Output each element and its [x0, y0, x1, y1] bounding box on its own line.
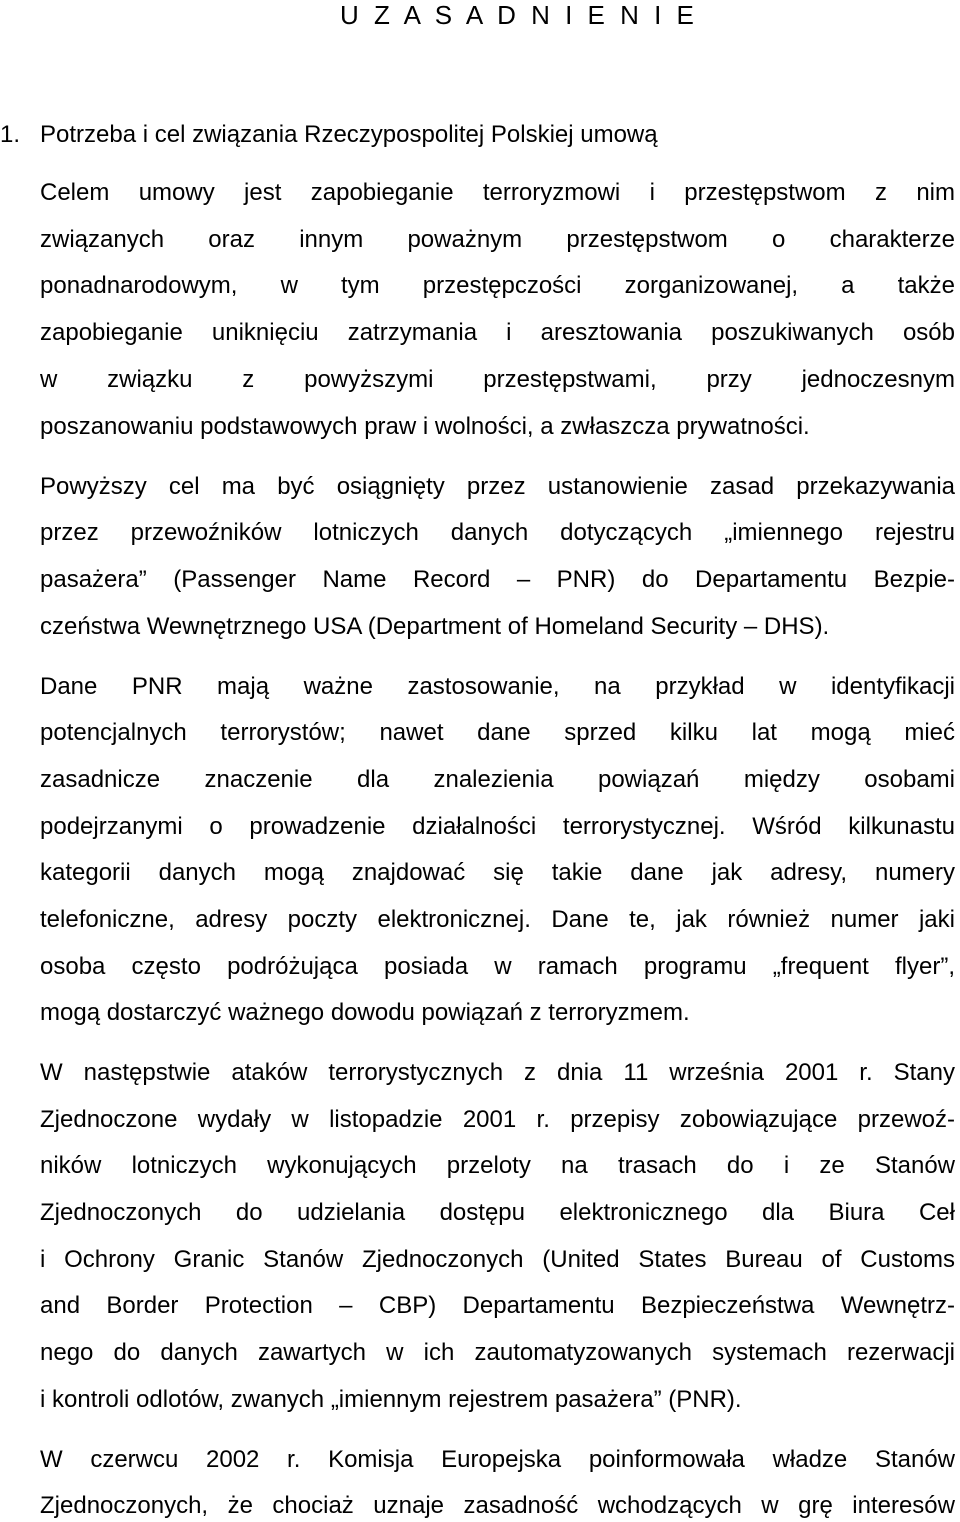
paragraph-line: Zjednoczonych, że chociaż uznaje zasadność wchodzących w grę interesów — [40, 1492, 955, 1519]
paragraph-line: Powyższy cel ma być osiągnięty przez ustanowienie zasad przekazywania — [40, 473, 955, 500]
paragraph-line: Dane PNR mają ważne zastosowanie, na przykład w identyfikacji — [40, 673, 955, 700]
paragraph-line: poszanowaniu podstawowych praw i wolności, a zwłaszcza prywatności. — [40, 413, 810, 440]
paragraph-line: W następstwie ataków terrorystycznych z dnia 11 września 2001 r. Stany — [40, 1059, 955, 1086]
paragraph-line: pasażera” (Passenger Name Record – PNR) do Departamentu Bezpie- — [40, 566, 955, 593]
paragraph-line: and Border Protection – CBP) Departamentu Bezpieczeństwa Wewnętrz- — [40, 1292, 955, 1319]
paragraph-line: mogą dostarczyć ważnego dowodu powiązań z terroryzmem. — [40, 999, 690, 1026]
paragraph-line: Zjednoczonych do udzielania dostępu elektronicznego dla Biura Ceł — [40, 1199, 955, 1226]
paragraph-line: czeństwa Wewnętrznego USA (Department of Homeland Security – DHS). — [40, 613, 830, 640]
paragraph-line: telefoniczne, adresy poczty elektronicznej. Dane te, jak również numer jaki — [40, 906, 955, 933]
paragraph-line: w związku z powyższymi przestępstwami, przy jednoczesnym — [40, 366, 955, 393]
paragraph-line: ników lotniczych wykonujących przeloty na trasach do i ze Stanów — [40, 1152, 955, 1179]
section-title: Potrzeba i cel związania Rzeczypospolitej Polskiej umową — [40, 121, 658, 148]
paragraph-line: potencjalnych terrorystów; nawet dane sprzed kilku lat mogą mieć — [40, 719, 955, 746]
paragraph-line: i Ochrony Granic Stanów Zjednoczonych (United States Bureau of Customs — [40, 1246, 955, 1273]
paragraph-line: Celem umowy jest zapobieganie terroryzmowi i przestępstwom z nim — [40, 179, 955, 206]
paragraph-line: osoba często podróżująca posiada w ramach programu „frequent flyer”, — [40, 953, 955, 980]
section-number: 1. — [0, 121, 21, 148]
paragraph-line: W czerwcu 2002 r. Komisja Europejska poinformowała władze Stanów — [40, 1446, 955, 1473]
paragraph-line: nego do danych zawartych w ich zautomatyzowanych systemach rezerwacji — [40, 1339, 955, 1366]
paragraph-line: przez przewoźników lotniczych danych dotyczących „imiennego rejestru — [40, 519, 955, 546]
document-title: U Z A S A D N I E N I E — [340, 0, 698, 30]
paragraph-line: kategorii danych mogą znajdować się takie dane jak adresy, numery — [40, 859, 955, 886]
paragraph-line: ponadnarodowym, w tym przestępczości zorganizowanej, a także — [40, 272, 955, 299]
paragraph-line: związanych oraz innym poważnym przestępstwom o charakterze — [40, 226, 955, 253]
paragraph-line: podejrzanymi o prowadzenie działalności terrorystycznej. Wśród kilkunastu — [40, 813, 955, 840]
paragraph-line: i kontroli odlotów, zwanych „imiennym rejestrem pasażera” (PNR). — [40, 1386, 742, 1413]
paragraph-line: zapobieganie uniknięciu zatrzymania i aresztowania poszukiwanych osób — [40, 319, 955, 346]
paragraph-line: zasadnicze znaczenie dla znalezienia powiązań między osobami — [40, 766, 955, 793]
paragraph-line: Zjednoczone wydały w listopadzie 2001 r. przepisy zobowiązujące przewoź- — [40, 1106, 955, 1133]
